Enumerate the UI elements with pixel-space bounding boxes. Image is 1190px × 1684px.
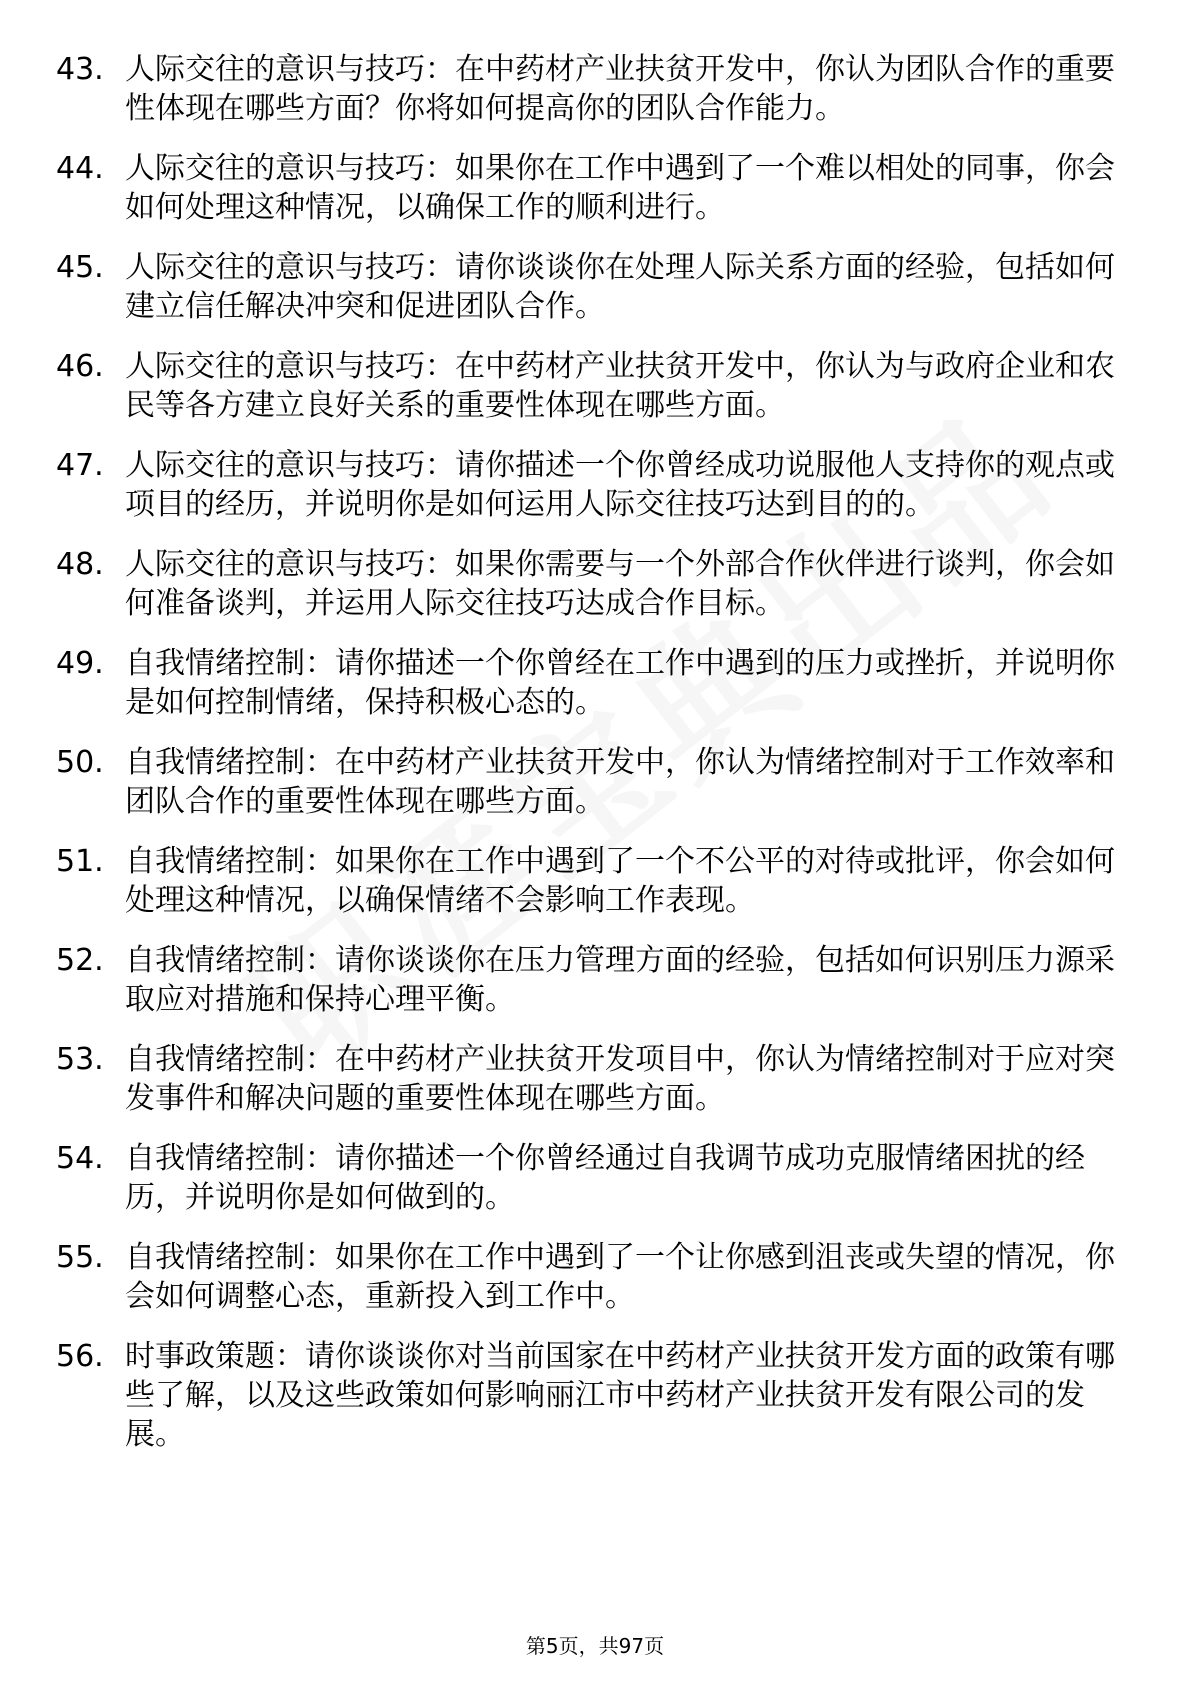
question-number: 51.: [56, 844, 104, 879]
question-text: 自我情绪控制：如果你在工作中遇到了一个不公平的对待或批评，你会如何处理这种情况，以确保情绪不会影响工作表现。: [125, 844, 1115, 918]
question-number: 44.: [56, 151, 104, 186]
question-number: 48.: [56, 547, 104, 582]
question-item: [56, 842, 1116, 920]
question-text: 人际交往的意识与技巧：如果你在工作中遇到了一个难以相处的同事，你会如何处理这种情况，以确保工作的顺利进行。: [125, 151, 1115, 225]
question-text: 人际交往的意识与技巧：请你描述一个你曾经成功说服他人支持你的观点或项目的经历，并说明你是如何运用人际交往技巧达到目的的。: [125, 448, 1115, 522]
question-item: [56, 1040, 1116, 1118]
question-item: [56, 347, 1116, 425]
question-text: 自我情绪控制：请你谈谈你在压力管理方面的经验，包括如何识别压力源采取应对措施和保持心理平衡。: [125, 943, 1115, 1017]
question-number: 43.: [56, 52, 104, 87]
question-number: 49.: [56, 646, 104, 681]
question-text: 人际交往的意识与技巧：如果你需要与一个外部合作伙伴进行谈判，你会如何准备谈判，并运用人际交往技巧达成合作目标。: [125, 547, 1115, 621]
question-text: 时事政策题：请你谈谈你对当前国家在中药材产业扶贫开发方面的政策有哪些了解，以及这些政策如何影响丽江市中药材产业扶贫开发有限公司的发展。: [125, 1339, 1115, 1452]
question-item: [56, 149, 1116, 227]
question-number: 54.: [56, 1141, 104, 1176]
question-item: [56, 248, 1116, 326]
question-number: 47.: [56, 448, 104, 483]
question-text: 自我情绪控制：请你描述一个你曾经通过自我调节成功克服情绪困扰的经历，并说明你是如何做到的。: [125, 1141, 1085, 1215]
question-number: 52.: [56, 943, 104, 978]
question-text: 自我情绪控制：如果你在工作中遇到了一个让你感到沮丧或失望的情况，你会如何调整心态，重新投入到工作中。: [125, 1240, 1115, 1314]
question-item: [56, 1139, 1116, 1217]
question-number: 50.: [56, 745, 104, 780]
question-item: [56, 1337, 1116, 1454]
question-text: 自我情绪控制：在中药材产业扶贫开发项目中，你认为情绪控制对于应对突发事件和解决问题的重要性体现在哪些方面。: [125, 1042, 1115, 1116]
question-text: 自我情绪控制：请你描述一个你曾经在工作中遇到的压力或挫折，并说明你是如何控制情绪，保持积极心态的。: [125, 646, 1115, 720]
question-list: [56, 50, 1116, 1475]
question-item: [56, 545, 1116, 623]
question-number: 55.: [56, 1240, 104, 1275]
question-number: 56.: [56, 1339, 104, 1374]
question-item: [56, 941, 1116, 1019]
page-footer: 第5页，共97页: [525, 1634, 665, 1658]
question-item: [56, 1238, 1116, 1316]
question-text: 自我情绪控制：在中药材产业扶贫开发中，你认为情绪控制对于工作效率和团队合作的重要性体现在哪些方面。: [125, 745, 1115, 819]
question-number: 53.: [56, 1042, 104, 1077]
question-number: 46.: [56, 349, 104, 384]
question-item: [56, 446, 1116, 524]
question-text: 人际交往的意识与技巧：请你谈谈你在处理人际关系方面的经验，包括如何建立信任解决冲突和促进团队合作。: [125, 250, 1115, 324]
question-item: [56, 50, 1116, 128]
question-item: [56, 644, 1116, 722]
question-number: 45.: [56, 250, 104, 285]
question-text: 人际交往的意识与技巧：在中药材产业扶贫开发中，你认为与政府企业和农民等各方建立良好关系的重要性体现在哪些方面。: [125, 349, 1115, 423]
question-item: [56, 743, 1116, 821]
question-text: 人际交往的意识与技巧：在中药材产业扶贫开发中，你认为团队合作的重要性体现在哪些方面？你将如何提高你的团队合作能力。: [125, 52, 1115, 126]
